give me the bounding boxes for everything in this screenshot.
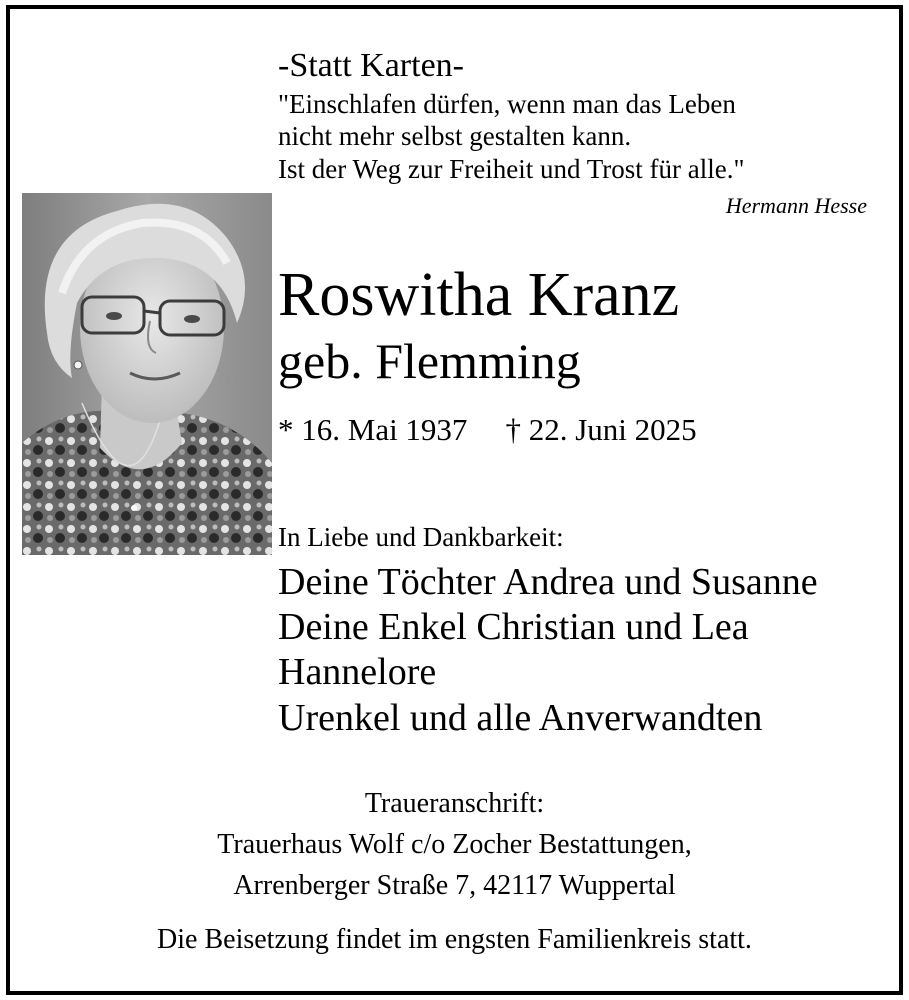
death-date: † 22. Juni 2025 [505,412,697,447]
statt-karten-header: -Statt Karten- [278,47,464,84]
funeral-note: Die Beisetzung findet im engsten Familienkreis statt. [157,924,752,955]
mourners-intro: In Liebe und Dankbarkeit: [278,522,564,552]
birth-name: geb. Flemming [278,333,581,389]
quote-line-2: nicht mehr selbst gestalten kann. [278,121,632,151]
birth-date: * 16. Mai 1937 [278,412,468,447]
quote-author: Hermann Hesse [725,193,867,218]
portrait-photo [22,193,272,555]
deceased-name: Roswitha Kranz [278,261,680,329]
mourner-line: Deine Enkel Christian und Lea [278,606,749,648]
mourner-line: Hannelore [278,651,437,693]
life-dates [278,411,697,449]
portrait-image [22,193,272,555]
mourner-line: Urenkel und alle Anverwandten [278,697,763,739]
quote-line-1: "Einschlafen dürfen, wenn man das Leben [278,89,736,119]
address-label: Traueranschrift: [364,788,545,819]
mourner-line: Deine Töchter Andrea und Susanne [278,561,818,603]
quote-line-3: Ist der Weg zur Freiheit und Trost für alle." [278,154,745,184]
address-line-1: Trauerhaus Wolf c/o Zocher Bestattungen, [217,829,692,860]
address-line-2: Arrenberger Straße 7, 42117 Wuppertal [233,870,676,901]
